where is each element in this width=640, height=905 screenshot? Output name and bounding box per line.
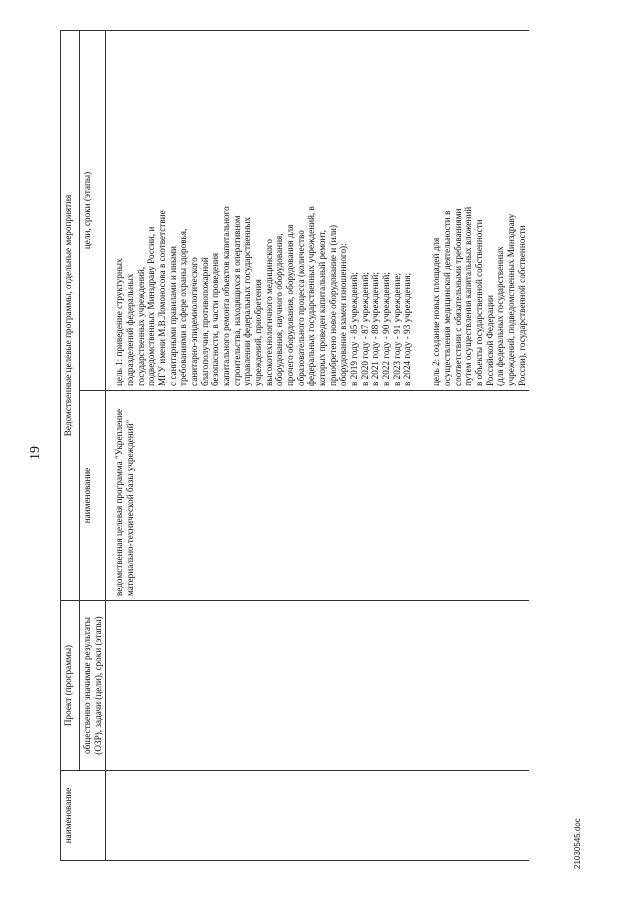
goal-1-line: оборудование взамен изношенного): xyxy=(338,243,349,386)
goal-1-line: в 2022 году - 90 учреждений; xyxy=(381,272,392,386)
goal-1-line: прочего оборудования, оборудования для xyxy=(285,224,296,386)
header-project-group: Проект (программы) xyxy=(61,601,80,771)
goal-1-line: в 2019 году - 85 учреждений; xyxy=(349,272,360,386)
header-vcp-group: Ведомственные целевые программы, отдельные мероприятия xyxy=(61,31,80,601)
goal-1-line: в 2024 году - 93 учреждения; xyxy=(402,272,413,386)
goal-1-text xyxy=(114,35,413,386)
goal-2-line: учреждений, подведомственных Минздраву xyxy=(505,213,516,386)
goal-1-line: капитального ремонта объектов капитального xyxy=(221,206,232,386)
goal-1-line: санитарно-эпидемиологического xyxy=(189,257,200,386)
header-vcp-goals: цели, сроки (этапы) xyxy=(80,31,106,391)
program-table xyxy=(60,30,529,861)
goal-2-text xyxy=(431,35,527,386)
goal-2-line: России), государственной собственности xyxy=(516,225,527,386)
goal-2-line: соответствии с обязательными требованиями xyxy=(452,208,463,386)
goal-1-line: требованиями в сфере охраны здоровья, xyxy=(178,228,189,386)
header-project-results: общественно значимые результаты (ОЗР), задачи (цели), сроки (этапы) xyxy=(80,601,106,771)
goal-1-line: МГУ имени М.В.Ломоносова в соответствие xyxy=(157,210,168,386)
document-page xyxy=(18,15,618,875)
goal-1-line: безопасности, в части проведения xyxy=(210,252,221,386)
goal-1-line: оборудования, научного оборудования, xyxy=(274,233,285,386)
goal-1-line: благополучия, противопожарной xyxy=(199,257,210,386)
goal-1-line: которых проведен капитальный ремонт, xyxy=(317,229,328,386)
goal-1-line: приобретено новое оборудование и (или) xyxy=(327,224,338,386)
goal-2-line: осуществления медицинской деятельности в xyxy=(441,210,452,386)
row-name-cell xyxy=(106,771,529,861)
goal-1-line: с санитарными правилами и иными xyxy=(167,246,178,386)
goal-2-line: в объекты государственной собственности xyxy=(473,219,484,386)
program-goals xyxy=(106,31,529,391)
goal-1-line: подведомственных Минздраву России, и xyxy=(146,226,157,386)
goal-1-line: подразделений федеральных xyxy=(125,273,136,386)
program-name: ведомственная целевая программа "Укрепление материально-технической базы учреждений" xyxy=(106,391,529,601)
goal-1-line: образовательного процесса (количество xyxy=(295,230,306,386)
goal-1-line: в 2021 году - 88 учреждений; xyxy=(370,272,381,386)
goal-1-line: в 2023 году - 91 учреждение; xyxy=(391,272,402,386)
header-name: наименование xyxy=(61,771,106,861)
goal-2-line: путем осуществления капитальных вложений xyxy=(463,206,474,386)
goal-2-line: (для федеральных государственных xyxy=(495,246,506,386)
goal-1-line: цель 1: приведение структурных xyxy=(114,258,125,386)
goal-1-line: строительства, находящихся в оперативном xyxy=(231,215,242,386)
goal-1-line: учреждений, приобретения xyxy=(253,279,264,386)
goal-1-line: управлении федеральных государственных xyxy=(242,216,253,386)
page-number: 19 xyxy=(28,446,43,460)
goal-1-line: высокотехнологичного медицинского xyxy=(263,239,274,386)
table-row xyxy=(106,31,529,861)
goal-1-line: федеральных государственных учреждений, в xyxy=(306,206,317,386)
file-stamp: 21030545.doc xyxy=(573,818,582,869)
row-project-cell xyxy=(106,601,529,771)
goal-2-line: цель 2: создание новых площадей для xyxy=(431,237,442,386)
goal-1-line: в 2020 году - 87 учреждений; xyxy=(359,272,370,386)
goal-2-line: Российской Федерации xyxy=(484,295,495,386)
header-vcp-name: наименование xyxy=(80,391,106,601)
goal-1-line: государственных учреждений, xyxy=(135,266,146,386)
